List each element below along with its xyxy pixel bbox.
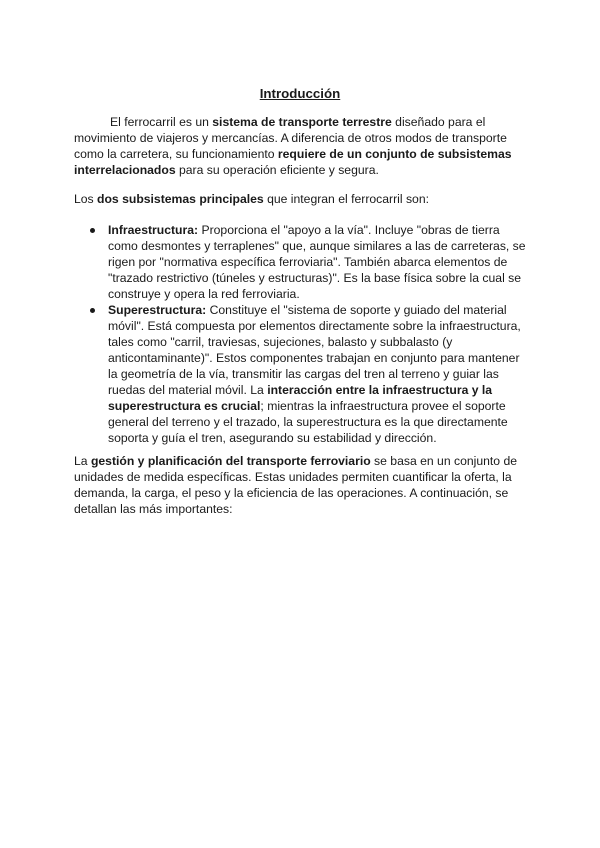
intro-bold-2: requiere de un conjunto de subsistemas interrelacionados	[74, 147, 512, 177]
list-item-emphasis: interacción entre la infraestructura y la superestructura es crucial	[108, 383, 493, 413]
list-item-superestructura	[74, 302, 530, 446]
list-item-term: Infraestructura:	[108, 223, 199, 237]
subsystems-text-2: que integran el ferrocarril son:	[263, 192, 429, 206]
list-item-term: Superestructura:	[108, 303, 207, 317]
management-paragraph	[74, 453, 530, 517]
list-item-text: Constituye el "sistema de soporte y guiado del material móvil". Está compuesta por elementos directamente sobre la infraestructura, tales como "carril, traviesas, sujeciones, balasto y subbalasto (y anticontaminante)". Estos componentes trabajan en conjunto para mantener la geometría de la vía, transmitir las cargas del tren al terreno y guiar las ruedas del material móvil. La	[108, 303, 521, 397]
subsystems-list	[74, 222, 530, 446]
intro-text-3: para su operación eficiente y segura.	[175, 163, 379, 177]
intro-text-1: El ferrocarril es un	[110, 115, 213, 129]
bullet-dot-icon	[90, 228, 95, 233]
intro-text-2: diseñado para el movimiento de viajeros y mercancías. A diferencia de otros modos de transporte como la carretera, su funcionamiento	[74, 115, 507, 161]
intro-paragraph	[74, 114, 530, 178]
subsystems-text-1: Los	[74, 192, 98, 206]
list-item-text: Proporciona el "apoyo a la vía". Incluye "obras de tierra como desmontes y terraplenes" que, aunque similares a las de carreteras, se rigen por "normativa específica ferroviaria". También abarca elementos de "trazado restrictivo (túneles y estructuras)". Es la base física sobre la cual se construye y opera la red ferroviaria.	[108, 223, 526, 301]
list-item-infraestructura	[74, 222, 530, 302]
management-bold-1: gestión y planificación del transporte ferroviario	[90, 454, 371, 468]
page-title: Introducción	[259, 86, 341, 101]
management-text-2: se basa en un conjunto de unidades de medida específicas. Estas unidades permiten cuantificar la oferta, la demanda, la carga, el peso y la eficiencia de las operaciones. A continuación, se detallan las más importantes:	[74, 454, 518, 516]
list-item-text-end: ; mientras la infraestructura provee el soporte general del terreno y el trazado, la superestructura es la que directamente soporta y guía el tren, asegurando su estabilidad y dirección.	[108, 399, 508, 445]
bullet-dot-icon	[90, 308, 95, 313]
subsystems-bold-1: dos subsistemas principales	[97, 192, 264, 206]
subsystems-paragraph	[74, 191, 530, 207]
intro-bold-1: sistema de transporte terrestre	[212, 115, 392, 129]
management-text-1: La	[74, 454, 91, 468]
